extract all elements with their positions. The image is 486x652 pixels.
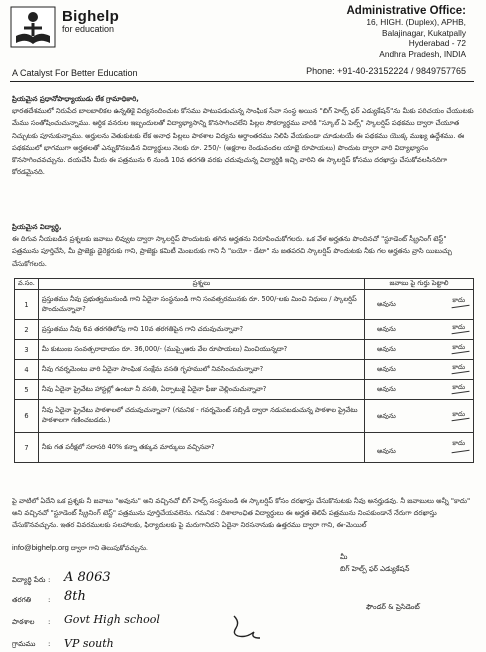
answer-cell[interactable] <box>365 290 474 320</box>
row-number: 7 <box>15 433 39 463</box>
answer-cell[interactable] <box>365 360 474 380</box>
instructions-paragraph: ఈ దిగువ నీయబడిన ప్రశ్నలకు జవాబు లివ్వుట ద్వారా స్కాలర్షిప్ పొందుటకు తగిన అర్హతను నిరూపించుకోగలరు. ఒక వేళ అర్హతను పొందినచో "స్టూడెంట్ స్క్రీనింగ్ టెస్ట్" పత్రమును పూర్తిచేసి, మీ ప్రాజెక్టు డైరెక్టరుకు గాని, ప్రాజెక్టు కమిటీ మెంబరుకు గాని నీ "బయో - డేటా" ను జతపరచి స్కాలర్షిప్ పొందుటకు నీకు గల అర్హతను వ్రాసి యిబుచ్చు చేసుకోగలరు. <box>12 235 452 268</box>
field-colon: : <box>48 640 51 648</box>
handwritten-tick-mark <box>450 323 469 334</box>
signature-scribble <box>226 612 266 642</box>
row-number: 5 <box>15 380 39 400</box>
row-number: 4 <box>15 360 39 380</box>
question-text: నీవు ఏదైనా ప్రైవేటు హాస్టల్లో ఉంటూ నీ వసతి, ఏర్పాటుకై ఏదైనా ఫీజు చెల్లించుచున్నావా? <box>38 380 364 400</box>
field-label: గ్రామము <box>12 640 36 648</box>
answer-no[interactable]: కాదు <box>452 439 465 447</box>
table-row <box>15 380 474 400</box>
answer-yes[interactable]: అవును <box>377 365 396 373</box>
field-class[interactable] <box>12 589 172 608</box>
question-text: ప్రస్తుతము నీవు ప్రభుత్వమునుండి గాని ఏదైనా సంస్థనుండి గాని సంవత్సరమునకు రూ. 500/-లకు మించి నిధులు / స్కాలర్షిప్ పొందుచున్నావా? <box>38 290 364 320</box>
field-school[interactable] <box>12 613 172 630</box>
handwritten-tick-mark <box>450 442 469 453</box>
answer-cell[interactable] <box>365 433 474 463</box>
field-colon: : <box>48 618 51 626</box>
answer-no[interactable]: కాదు <box>452 296 465 304</box>
office-line: Balajinagar, Kukatpally <box>382 27 466 38</box>
intro-paragraph: భారతదేశములో నిరుపేద బాలబాలికల ఉన్నతికై విద్యనందించుట కోసము పాటుపడుచున్న సాంఘిక సేవా సంస్థ అయిన "బిగ్ హెల్ప్ ఫర్ ఎడ్యుకేషన్"ను మీకు పరిచయం చేయుటకు మేము సంతోషించుచున్నాము. ఆర్థిక వనరుల ఇబ్బందులతో విద్యాభ్యాసాన్ని కొనసాగించలేని పిల్లల సౌకర్యార్థము వారికి "స్కూల్ ఏ పెల్ప్" స్కాలర్షిప్ పథకము ద్వారా చేయూత నిచ్చుటకు పూనుకున్నాము. అర్హులను వెతుకుటకు లేక అనాధ పిల్లలు పాఠశాల విద్యను అర్థాంతరము నిలిపి వేయకుండా చూడుటయే ఈ పథకము యొక్క ముఖ్య ఉద్దేశము. ఈ పథకములో భాగముగా అర్హతలతో ఎన్నుకొనబడిన విద్యార్థులు నెలకు రూ. 250/- (అక్షరాల రెండువందల యాభై రూపాయలు) పొందుట ద్వారా వారి విద్యాభ్యాసం కొనసాగించవచ్చును. దయచేసి మీరు ఈ పత్రమును 6 నుండి 10వ తరగతి వరకు చదువుచున్న విద్యార్థికి ఇచ్చి వారిని ఈ స్కాలర్షిప్ కోసము దరఖాస్తు చేసుకోవలసినదిగా కోరడమైనది. <box>12 107 474 177</box>
greeting-principal: ప్రియమైన ప్రధానోపాధ్యాయుడు లేక గ్రామాధికారి, <box>12 95 139 103</box>
row-number: 6 <box>15 400 39 433</box>
email-link[interactable]: info@bighelp.org <box>12 543 69 552</box>
answer-cell[interactable] <box>365 380 474 400</box>
sign-designation: ఫౌండర్ & ప్రెసిడెంట్ <box>366 603 420 611</box>
answer-no[interactable]: కాదు <box>452 323 465 331</box>
answer-yes[interactable]: అవును <box>377 345 396 353</box>
office-line: 16, HIGH. (Duplex), APHB, <box>366 17 466 28</box>
header-divider <box>10 81 474 82</box>
table-row <box>15 290 474 320</box>
brand <box>62 8 119 34</box>
question-text: ప్రస్తుతము నీవు 6వ తరగతిలోపు గాని 10వ తరగతిపైన గాని చదువుచున్నావా? <box>38 320 364 340</box>
contact-line <box>12 543 148 554</box>
answer-yes[interactable]: అవును <box>377 447 396 455</box>
field-colon: : <box>48 576 51 584</box>
letter-intro <box>12 93 474 233</box>
handwritten-value: VP south <box>64 637 114 650</box>
brand-name: Bighelp <box>62 8 120 25</box>
table-row <box>15 340 474 360</box>
table-row <box>15 400 474 433</box>
handwritten-value: 8th <box>64 589 86 604</box>
table-row <box>15 320 474 340</box>
answer-yes[interactable]: అవును <box>377 300 396 308</box>
table-header-row <box>15 279 474 290</box>
answer-no[interactable]: కాదు <box>452 363 465 371</box>
answer-yes[interactable]: అవును <box>377 385 396 393</box>
handwritten-tick-mark <box>450 363 469 374</box>
bighelp-logo <box>10 6 56 48</box>
row-number: 1 <box>15 290 39 320</box>
col-answer-header: జవాబు పై గుర్తు పెట్టాలి <box>365 279 474 290</box>
sign-organisation: బిగ్ హెల్ప్ ఫర్ ఎడ్యుకేషన్ <box>340 565 410 573</box>
greeting-student: ప్రియమైన విద్యార్థి, <box>12 223 62 231</box>
question-text: నీకు గత పరీక్షలో సరాసరి 40% కన్నా తక్కువ మార్కులు వచ్చినవా? <box>38 433 364 463</box>
student-instructions <box>12 221 474 269</box>
question-text: మీ కుటుంబ సంవత్సరాదాయం రూ. 36,000/- (ముప్పైఆరు వేల రూపాయలు) మించియున్నదా? <box>38 340 364 360</box>
sign-salutation: మీ <box>340 553 348 561</box>
handwritten-value: Govt High school <box>64 613 160 626</box>
handwritten-tick-mark <box>450 383 469 394</box>
handwritten-value: A 8063 <box>64 570 111 585</box>
col-question-header: ప్రశ్నలు <box>38 279 364 290</box>
field-colon: : <box>48 596 51 604</box>
contact-tail: ద్వారా గాని తెలుపుకోవచ్చును. <box>70 545 148 552</box>
answer-yes[interactable]: అవును <box>377 412 396 420</box>
table-row <box>15 433 474 463</box>
eligibility-table <box>14 278 474 463</box>
handwritten-tick-mark <box>450 297 469 308</box>
phone-number: Phone: +91-40-23152224 / 9849757765 <box>306 66 466 76</box>
row-number: 2 <box>15 320 39 340</box>
question-text: నీవు గవర్నమెంటు వారి ఏదైనా సాంఘిక సంక్షేమ వసతి గృహములో నివసించుచున్నావా? <box>38 360 364 380</box>
answer-no[interactable]: కాదు <box>452 410 465 418</box>
answer-cell[interactable] <box>365 400 474 433</box>
answer-no[interactable]: కాదు <box>452 343 465 351</box>
handwritten-tick-mark <box>450 410 469 421</box>
field-label: పాఠశాల <box>12 618 35 626</box>
tagline: A Catalyst For Better Education <box>12 68 138 78</box>
answer-no[interactable]: కాదు <box>452 383 465 391</box>
row-number: 3 <box>15 340 39 360</box>
field-village[interactable] <box>12 638 172 652</box>
field-label: విద్యార్థి పేరు <box>12 576 46 584</box>
field-label: తరగతి <box>12 596 32 604</box>
table-row <box>15 360 474 380</box>
field-student-name[interactable] <box>12 570 172 588</box>
brand-subtitle: for education <box>62 24 115 34</box>
office-title: Administrative Office: <box>346 5 466 17</box>
office-address <box>347 6 467 59</box>
office-line: Andhra Pradesh, INDIA <box>379 48 466 59</box>
col-number-header: వ.సం. <box>15 279 39 290</box>
office-line: Hyderabad - 72 <box>408 38 466 49</box>
answer-yes[interactable]: అవును <box>377 325 396 333</box>
answer-cell[interactable] <box>365 340 474 360</box>
eligibility-note: పై వాటిలో ఏదేని ఒక ప్రశ్నకు నీ జవాబు "అవును" అని వచ్చినచో బిగ్ హెల్ప్ సంస్థనుండి ఈ స్కాలర్షిప్ కోసం దరఖాస్తు చేసుకొనుటకు నీవు అనర్హుడవు. నీ జవాబులు అన్నీ "కాదు" అని వచ్చినచో "స్టూడెంట్ స్క్రీనింగ్ టెస్ట్" పత్రమును పూర్తిచేయవలెను. గమనిక : దిశాలాంఛిత విద్యార్థులు ఈ అర్హత తెలిపే పత్రమును నింపకుండానే నేరుగా దరఖాస్తు చేసుకొనవచ్చును. ఇతర వివరములకు సలహాలకు, ఫిర్యాదులకు పై మరుగానిదని ఏదైనా నిరసనానుకు ఉత్తరము ద్వారా గాని, ఈ-మెయిల్ <box>12 497 471 530</box>
handwritten-tick-mark <box>450 343 469 354</box>
question-text: నీవు ఏదైనా ప్రైవేటు పాఠశాలలో చదువుచున్నావా? (గమనిక - గవర్నమెంట్ సబ్సిడీ ద్వారా నడుపబడుచున్న పాఠశాల ప్రైవేటు పాఠశాలగా గణించబడదు.) <box>38 400 364 433</box>
answer-cell[interactable] <box>365 320 474 340</box>
